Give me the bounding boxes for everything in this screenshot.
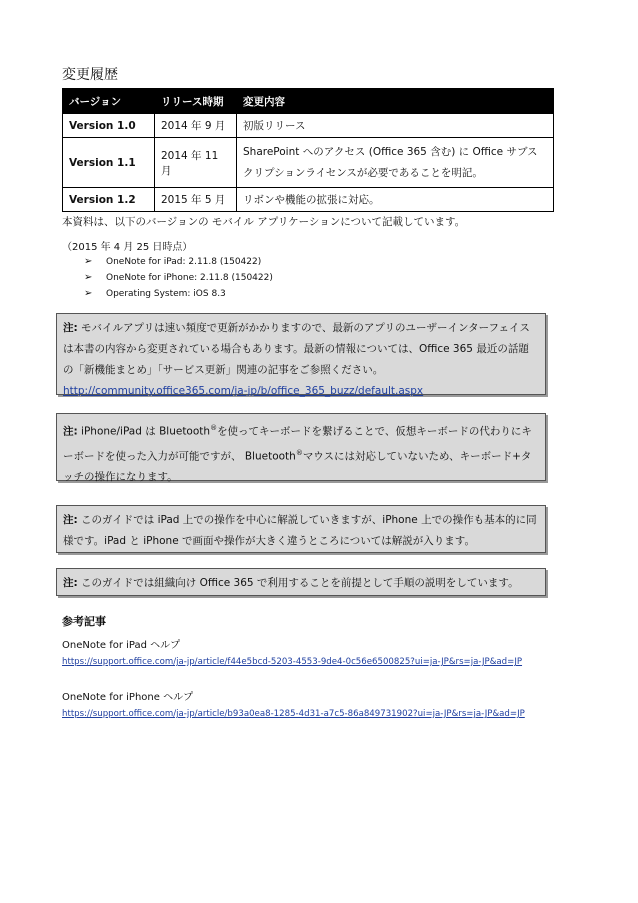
note-text-c: マウスには対応していないため、キーボード+タッチの操作になります。 <box>63 450 532 483</box>
as-of-date: （2015 年 4 月 25 日時点） <box>62 242 193 253</box>
reference-link-ipad[interactable]: https://support.office.com/ja-jp/article/f44e5bcd-5203-4553-9de4-0c56e6500825?ui=ja-JP&rs=ja-JP&ad=JP <box>62 657 523 667</box>
note-text: このガイドでは組織向け Office 365 で利用することを前提として手順の説明をしています。 <box>81 577 519 589</box>
note-box-ipad-focus <box>56 505 546 553</box>
list-item-text: OneNote for iPhone: 2.11.8 (150422) <box>106 273 273 283</box>
note-text-b: を使ってキーボードを繋げることで、仮想キーボードの代わりにキーボードを使った入力が可能ですが、 Bluetooth <box>63 425 532 462</box>
header-change: 変更内容 <box>237 89 554 114</box>
table-row <box>63 114 554 138</box>
header-version: バージョン <box>63 89 155 114</box>
intro-text: 本資料は、以下のバージョンの モバイル アプリケーションについて記載しています。 <box>62 216 466 228</box>
cell-version: Version 1.1 <box>63 138 155 188</box>
note-box-updates <box>56 313 546 395</box>
history-title: 変更履歴 <box>62 67 118 83</box>
list-item-text: Operating System: iOS 8.3 <box>106 289 226 299</box>
note-text: モバイルアプリは速い頻度で更新がかかりますので、最新のアプリのユーザーインターフェイスは本書の内容から変更されている場合もあります。最新の情報については、Office 365 最近の話題の「新機能まとめ」「サービス更新」関連の記事をご参照ください。 <box>63 322 530 376</box>
registered-mark: ® <box>210 424 218 432</box>
cell-change: 初版リリース <box>237 114 554 138</box>
note-label: 注: <box>63 514 78 526</box>
arrow-bullet-icon: ➢ <box>84 288 93 299</box>
registered-mark: ® <box>295 448 303 457</box>
table-header-row <box>63 89 554 114</box>
cell-version: Version 1.0 <box>63 114 155 138</box>
arrow-bullet-icon: ➢ <box>84 272 93 283</box>
note-box-bluetooth <box>56 413 546 481</box>
reference-name: OneNote for iPad ヘルプ <box>62 640 181 651</box>
note-box-office365 <box>56 568 546 596</box>
list-item <box>84 254 273 270</box>
version-list <box>84 254 273 302</box>
note-label: 注: <box>63 322 78 334</box>
list-item <box>84 270 273 286</box>
arrow-bullet-icon: ➢ <box>84 256 93 267</box>
note-label: 注: <box>63 577 78 589</box>
note-text: このガイドでは iPad 上での操作を中心に解説していきますが、iPhone 上での操作も基本的に同様です。iPad と iPhone で画面や操作が大きく違うところについては解説が入ります。 <box>63 514 537 547</box>
list-item <box>84 286 273 302</box>
note-label: 注: <box>63 425 78 438</box>
table-row <box>63 138 554 188</box>
cell-change: リボンや機能の拡張に対応。 <box>237 188 554 212</box>
list-item-text: OneNote for iPad: 2.11.8 (150422) <box>106 257 262 267</box>
table-row <box>63 188 554 212</box>
community-link[interactable]: http://community.office365.com/ja-jp/b/office_365_buzz/default.aspx <box>63 385 424 397</box>
cell-release: 2014 年 9 月 <box>155 114 237 138</box>
cell-change: SharePoint へのアクセス (Office 365 含む) に Office サブスクリプションライセンスが必要であることを明記。 <box>237 138 554 188</box>
note-text-a: iPhone/iPad は Bluetooth <box>81 425 211 438</box>
reference-link-iphone[interactable]: https://support.office.com/ja-jp/article/b93a0ea8-1285-4d31-a7c5-86a849731902?ui=ja-JP&rs=ja-JP&ad=JP <box>62 709 525 719</box>
cell-release: 2015 年 5 月 <box>155 188 237 212</box>
cell-release: 2014 年 11 月 <box>155 138 237 188</box>
cell-version: Version 1.2 <box>63 188 155 212</box>
header-release: リリース時期 <box>155 89 237 114</box>
change-history-table <box>62 88 554 212</box>
reference-name: OneNote for iPhone ヘルプ <box>62 692 194 703</box>
references-heading: 参考記事 <box>62 615 106 628</box>
